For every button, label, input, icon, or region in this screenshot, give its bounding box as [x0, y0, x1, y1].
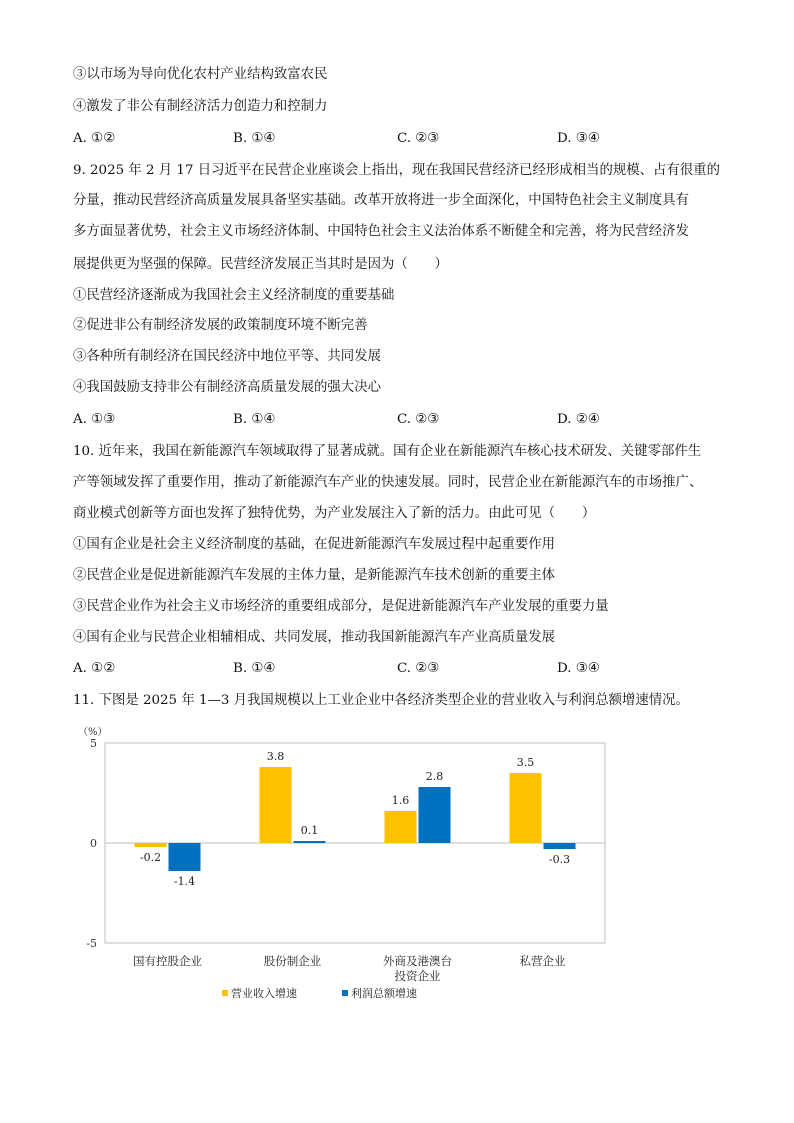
q10-statement-2: ②民营企业是促进新能源汽车发展的主体力量，是新能源汽车技术创新的重要主体 — [73, 568, 556, 583]
q9-statement-2: ②促进非公有制经济发展的政策制度环境不断完善 — [73, 318, 368, 333]
x-axis-labels — [133, 954, 566, 983]
bar-revenue — [510, 773, 542, 843]
q9-option-d: D. ②④ — [557, 412, 600, 427]
data-label: 3.5 — [516, 756, 535, 769]
legend-label: 利润总额增速 — [351, 987, 417, 1000]
x-tick-label: 国有控股企业 — [133, 954, 202, 968]
q10-option-b: B. ①④ — [233, 661, 276, 676]
q10-option-a: A. ①② — [73, 661, 116, 676]
q9-statement-4: ④我国鼓励支持非公有制经济高质量发展的强大决心 — [73, 380, 381, 395]
bar-profit — [419, 787, 451, 843]
q10-stem-line: 10. 近年来，我国在新能源汽车领域取得了显著成就。国有企业在新能源汽车核心技术研发、关键零部件生 — [73, 444, 702, 459]
q8-option-b: B. ①④ — [233, 131, 276, 146]
y-tick-label: 5 — [90, 737, 97, 750]
bar-profit — [294, 841, 326, 843]
q10-statement-1: ①国有企业是社会主义经济制度的基础，在促进新能源汽车发展过程中起重要作用 — [73, 537, 556, 552]
data-label: -1.4 — [173, 875, 196, 888]
bar-revenue — [385, 811, 417, 843]
q9-stem-line: 多方面显著优势，社会主义市场经济体制、中国特色社会主义法治体系不断健全和完善，将为民营经济发 — [73, 224, 689, 239]
data-label: -0.3 — [548, 853, 571, 866]
y-axis-unit: （%） — [78, 727, 108, 738]
q9-statement-3: ③各种所有制经济在国民经济中地位平等、共同发展 — [73, 349, 381, 364]
q10-statement-3: ③民营企业作为社会主义市场经济的重要组成部分，是促进新能源汽车产业发展的重要力量 — [73, 599, 609, 614]
q9-stem-line: 展提供更为坚强的保障。民营经济发展正当其时是因为（ ） — [73, 257, 448, 272]
y-tick-label: -5 — [86, 937, 97, 950]
legend-label: 营业收入增速 — [231, 987, 297, 1000]
q9-option-b: B. ①④ — [233, 412, 276, 427]
y-tick-label: 0 — [90, 837, 97, 850]
bar-series — [135, 767, 576, 871]
data-labels — [140, 750, 570, 888]
data-label: 0.1 — [300, 824, 319, 837]
bar-revenue — [135, 843, 167, 847]
q9-stem-line: 分量，推动民营经济高质量发展具备坚实基础。改革开放将进一步全面深化，中国特色社会主义制度具有 — [73, 193, 689, 208]
bar-revenue — [260, 767, 292, 843]
q9-stem-line: 9. 2025 年 2 月 17 日习近平在民营企业座谈会上指出，现在我国民营经济已经形成相当的规模、占有很重的 — [73, 163, 720, 178]
q9-option-a: A. ①③ — [73, 412, 116, 427]
data-label: 1.6 — [391, 794, 410, 807]
data-label: 2.8 — [425, 770, 444, 783]
q10-statement-4: ④国有企业与民营企业相辅相成、共同发展，推动我国新能源汽车产业高质量发展 — [73, 630, 556, 645]
q9-statement-1: ①民营经济逐渐成为我国社会主义经济制度的重要基础 — [73, 288, 395, 303]
bar-profit — [169, 843, 201, 871]
q8-option-d: D. ③④ — [557, 131, 600, 146]
x-tick-label: 私营企业 — [519, 954, 566, 968]
chart-legend — [222, 986, 417, 1000]
y-axis-ticks — [86, 737, 97, 950]
x-tick-label: 外商及港澳台 — [383, 954, 452, 968]
bar-profit — [544, 843, 576, 849]
legend-swatch — [222, 990, 228, 996]
q10-stem-line: 商业模式创新等方面也发挥了独特优势，为产业发展注入了新的活力。由此可见（ ） — [73, 506, 596, 521]
data-label: -0.2 — [139, 851, 162, 864]
q8-option-c: C. ②③ — [397, 131, 440, 146]
q10-stem-line: 产等领域发挥了重要作用，推动了新能源汽车产业的快速发展。同时，民营企业在新能源汽车的市场推广、 — [73, 475, 703, 490]
growth-bar-chart — [70, 725, 630, 1015]
q10-option-d: D. ③④ — [557, 661, 600, 676]
q8-statement-4: ④激发了非公有制经济活力创造力和控制力 — [73, 99, 328, 114]
x-tick-label: 投资企业 — [394, 969, 441, 983]
legend-swatch — [342, 990, 348, 996]
q9-option-c: C. ②③ — [397, 412, 440, 427]
q8-statement-3: ③以市场为导向优化农村产业结构致富农民 — [73, 67, 328, 82]
x-tick-label: 股份制企业 — [263, 954, 322, 968]
q11-stem: 11. 下图是 2025 年 1—3 月我国规模以上工业企业中各经济类型企业的营业收入与利润总额增速情况。 — [73, 693, 689, 708]
q8-option-a: A. ①② — [73, 131, 116, 146]
q10-option-c: C. ②③ — [397, 661, 440, 676]
data-label: 3.8 — [266, 750, 285, 763]
